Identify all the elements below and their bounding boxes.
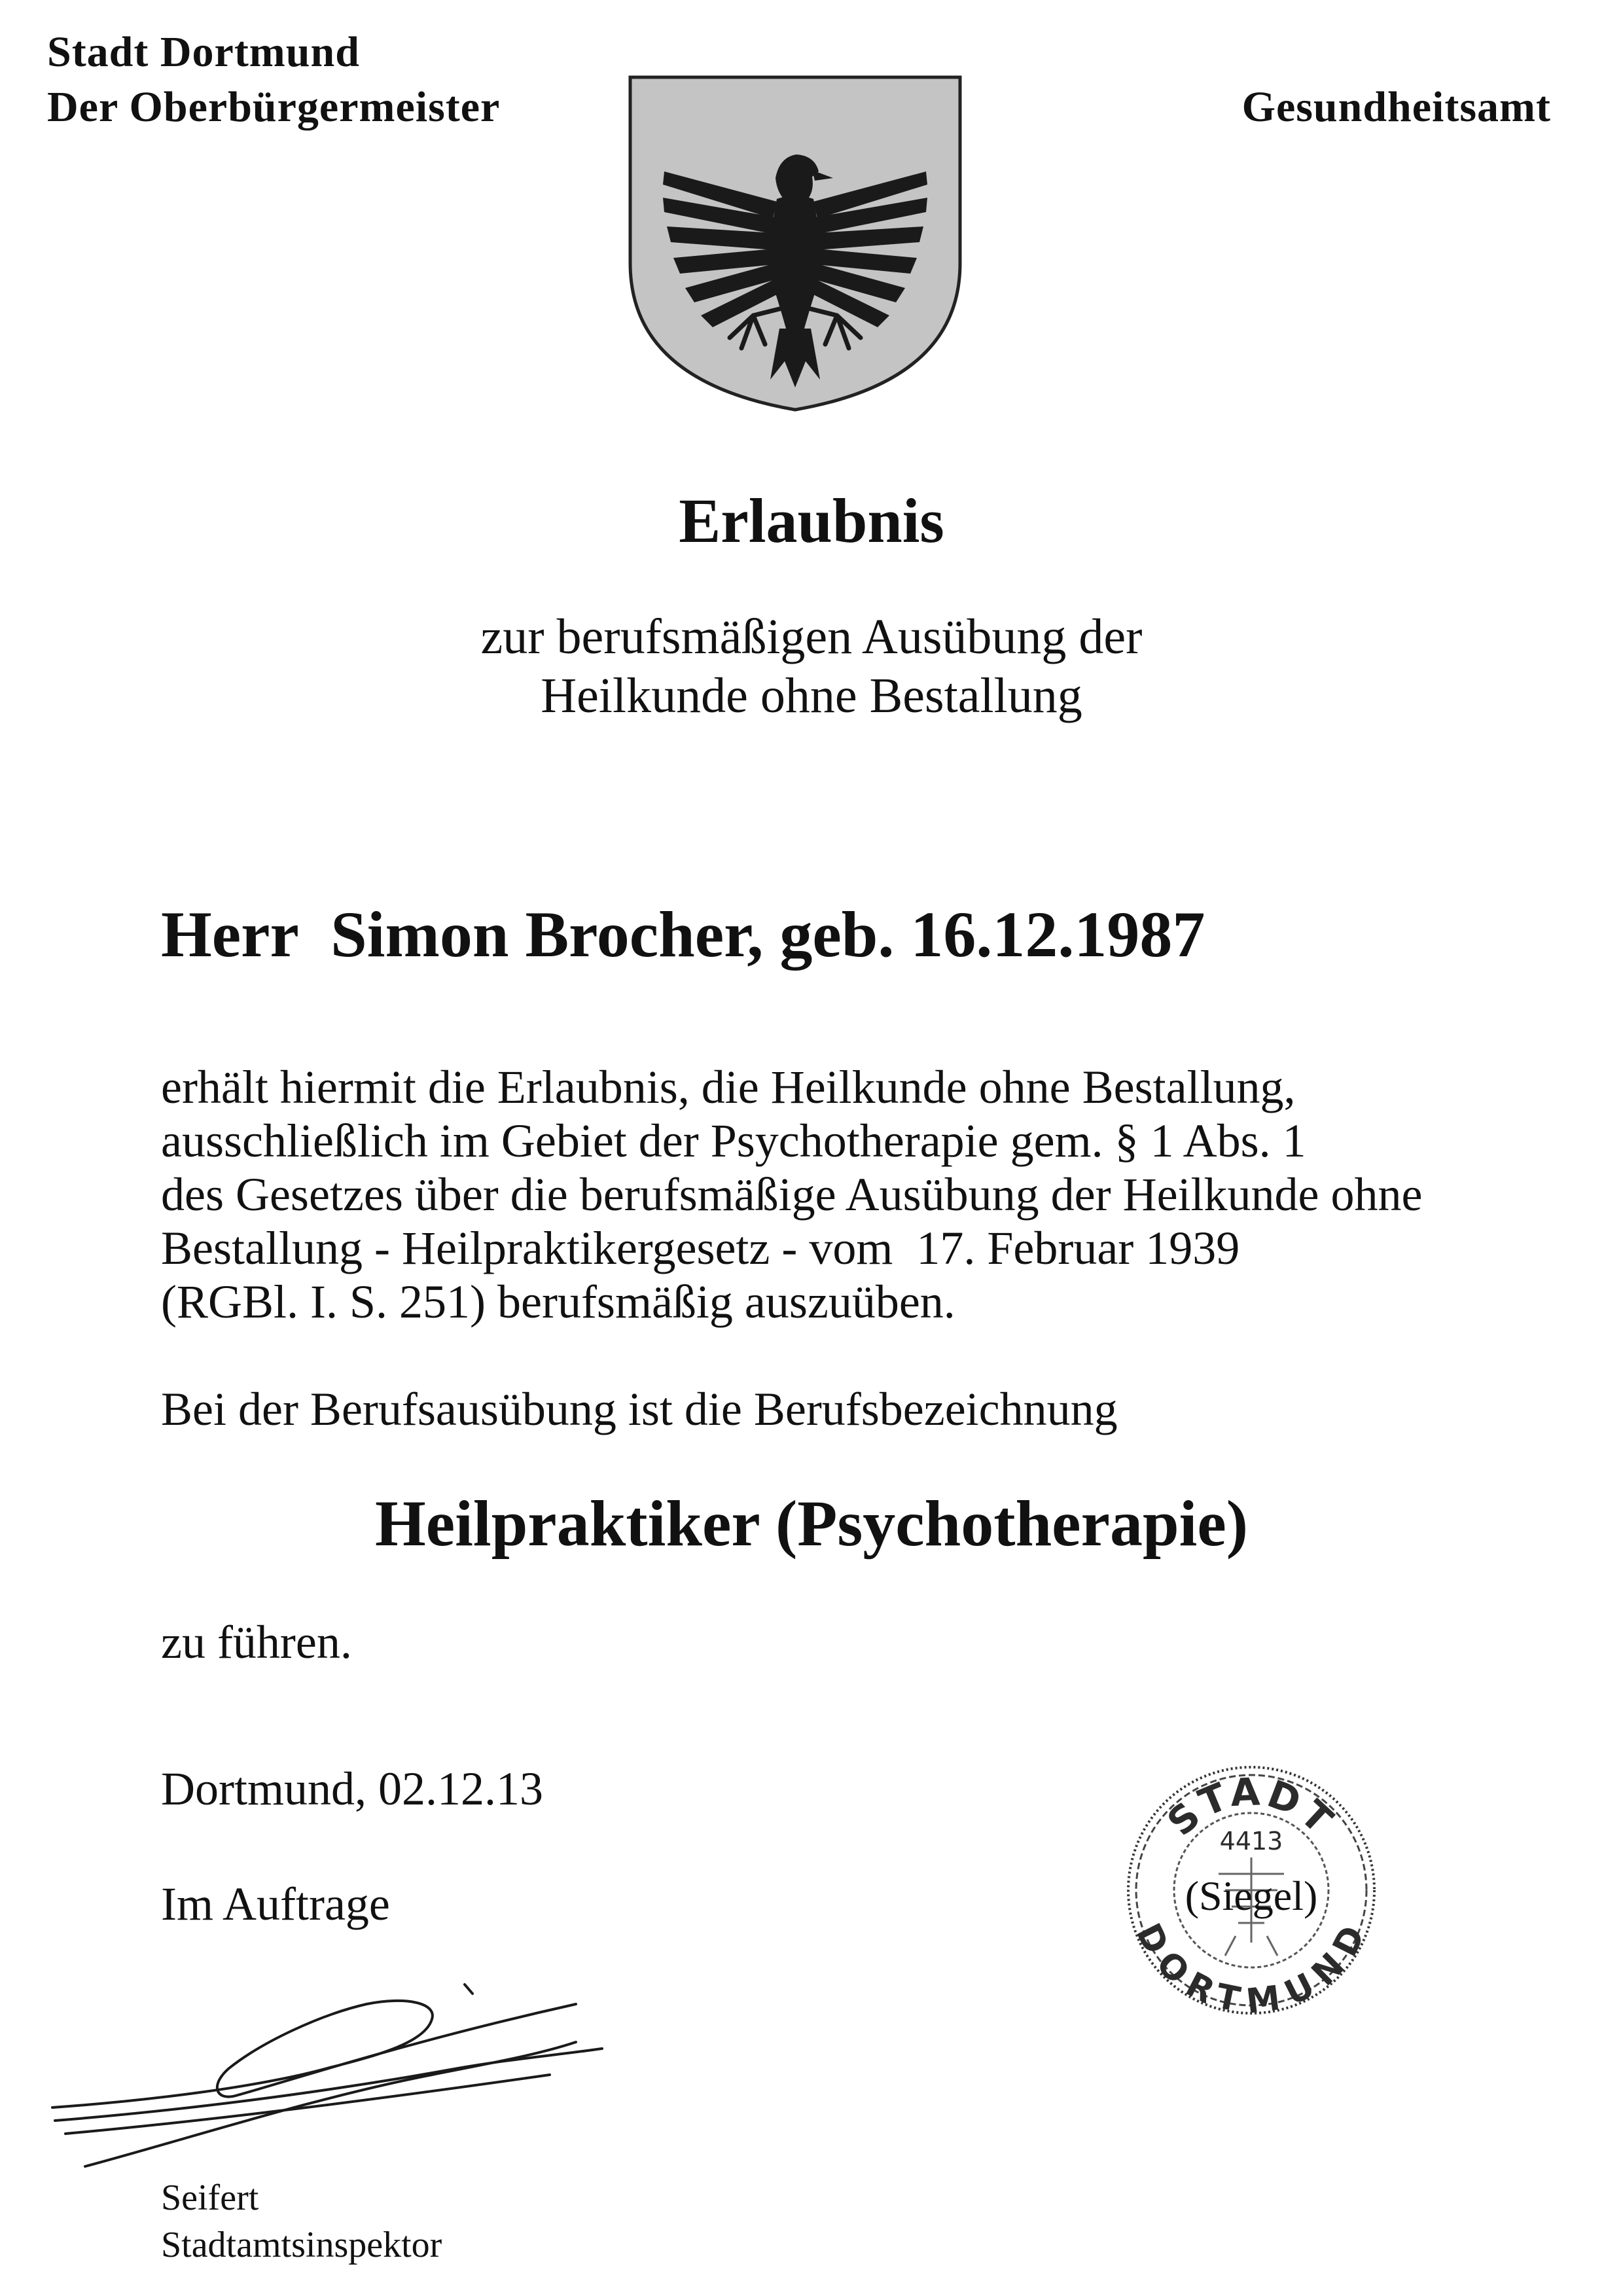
body-line: des Gesetzes über die berufsmäßige Ausübung der Heilkunde ohne <box>161 1168 1423 1221</box>
recipient-name: Herr Simon Brocher, geb. 16.12.1987 <box>161 898 1205 971</box>
designation-outro: zu führen. <box>161 1616 352 1668</box>
seal-ring-bottom: DORTMUND <box>1128 1917 1374 2021</box>
seal-number: 4413 <box>1219 1827 1283 1856</box>
dortmund-eagle-coat-of-arms-icon <box>625 73 965 414</box>
body-line: erhält hiermit die Erlaubnis, die Heilkunde ohne Bestallung, <box>161 1061 1296 1113</box>
permission-text <box>161 1060 1422 1329</box>
body-line: (RGBl. I. S. 251) berufsmäßig auszuüben. <box>161 1276 955 1328</box>
place-date: Dortmund, 02.12.13 <box>161 1763 543 1815</box>
body-line: ausschließlich im Gebiet der Psychotherapie gem. § 1 Abs. 1 <box>161 1115 1306 1167</box>
subtitle-line: Heilkunde ohne Bestallung <box>541 668 1082 723</box>
subtitle <box>0 607 1623 725</box>
city-name: Stadt Dortmund <box>47 28 360 76</box>
seal-overlay-label: (Siegel) <box>1185 1873 1318 1919</box>
office-holder: Der Oberbürgermeister <box>47 83 501 131</box>
city-seal-stamp-icon <box>1120 1759 1382 2021</box>
signatory-role: Stadtamtsinspektor <box>161 2225 442 2265</box>
seal-ring-top: STADT <box>1158 1769 1344 1845</box>
official-seal <box>1120 1759 1382 2021</box>
department-name: Gesundheitsamt <box>1241 83 1551 131</box>
professional-designation: Heilpraktiker (Psychotherapie) <box>374 1487 1249 1560</box>
header-left <box>47 25 500 135</box>
document-title: Erlaubnis <box>679 486 944 556</box>
coat-of-arms <box>625 73 965 414</box>
designation-intro: Bei der Berufsausübung ist die Berufsbezeichnung <box>161 1383 1118 1435</box>
authority-note: Im Auftrage <box>161 1878 390 1930</box>
body-line: Bestallung - Heilpraktikergesetz - vom 17. Februar 1939 <box>161 1222 1240 1274</box>
signatory <box>161 2174 442 2269</box>
subtitle-line: zur berufsmäßigen Ausübung der <box>480 609 1143 664</box>
signatory-name: Seifert <box>161 2178 259 2218</box>
